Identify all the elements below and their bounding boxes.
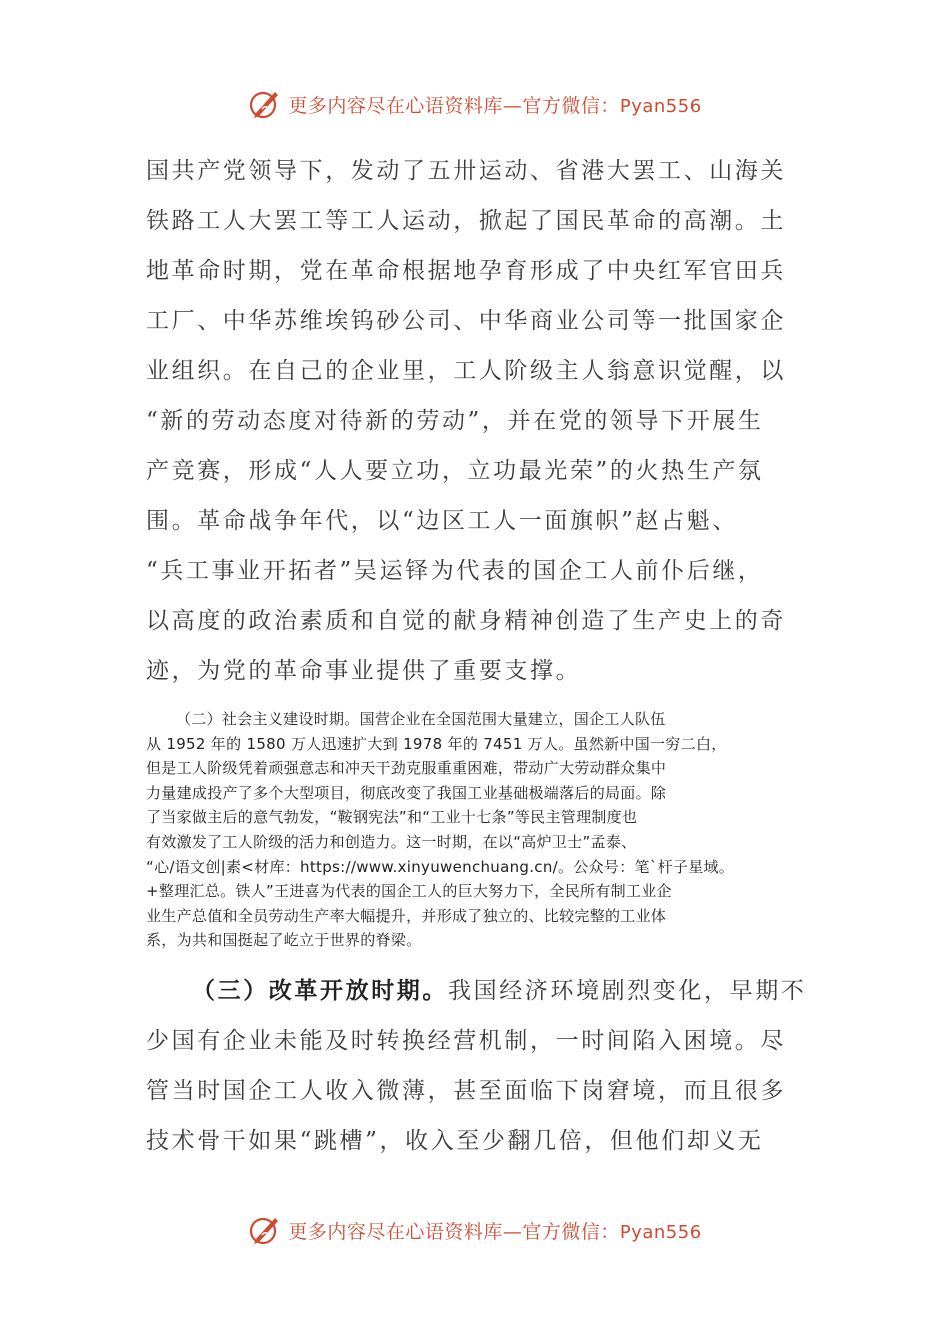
paragraph-reform-period [146,966,806,1166]
text-line: 工厂、中华苏维埃钨砂公司、中华商业公司等一批国家企 [146,308,786,334]
text-line: （三）改革开放时期。我国经济环境剧烈变化，早期不 [192,977,807,1004]
text-line: 技术骨干如果“跳槽”，收入至少翻几倍，但他们却义无 [146,1128,764,1154]
pen-seal-icon [248,87,282,121]
text-line: +整理汇总。铁人”王进喜为代表的国企工人的巨大努力下，全民所有制工业企 [146,882,672,901]
text-line: 业生产总值和全员劳动生产率大幅提升，并形成了独立的、比较完整的工业体 [146,906,667,925]
text-line: 力量建成投产了多个大型项目，彻底改变了我国工业基础极端落后的局面。除 [146,783,667,802]
text-line: 系，为共和国挺起了屹立于世界的脊梁。 [146,931,422,950]
text-line: 了当家做主后的意气勃发，“鞍钢宪法”和“工业十七条”等民主管理制度也 [146,808,638,827]
section-heading: （三）改革开放时期。 [192,977,448,1004]
header-banner-text: 更多内容尽在心语资料库—官方微信：Pyan556 [288,94,702,117]
text-line: （二）社会主义建设时期。国营企业在全国范围大量建立，国企工人队伍 [176,710,666,728]
text-line: “新的劳动态度对待新的劳动”，并在党的领导下开展生 [146,408,764,434]
footer-banner-text: 更多内容尽在心语资料库—官方微信：Pyan556 [288,1220,702,1243]
text-line: 以高度的政治素质和自觉的献身精神创造了生产史上的奇 [146,608,786,634]
text-line: 围。革命战争年代，以“边区工人一面旗帜”赵占魁、 [146,508,738,534]
text-line: 管当时国企工人收入微薄，甚至面临下岗窘境，而且很多 [146,1078,786,1104]
paragraph-revolutionary-period [146,146,806,696]
text-line: 产竞赛，形成“人人要立功，立功最光荣”的火热生产氛 [146,458,764,484]
text-line: “兵工事业开拓者”吴运铎为代表的国企工人前仆后继， [146,558,764,584]
text-line: 有效激发了工人阶级的活力和创造力。这一时期，在以“高炉卫士”孟泰、 [146,832,637,851]
text-line: 从 1952 年的 1580 万人迅速扩大到 1978 年的 7451 万人。虽然新中国一穷二白， [146,734,727,753]
text-line: 少国有企业未能及时转换经营机制，一时间陷入困境。尽 [146,1028,786,1054]
text-line: 迹，为党的革命事业提供了重要支撑。 [146,658,582,684]
text-line: “心/语文创|素<材库：https://www.xinyuwenchuang.cn/。公众号：笔`杆子星域。 [146,857,735,876]
header-banner [0,82,950,126]
text-line: 地革命时期，党在革命根据地孕育形成了中央红军官田兵 [146,258,786,284]
paragraph-socialist-construction [146,707,806,953]
text-line: 但是工人阶级凭着顽强意志和冲天干劲克服重重困难，带动广大劳动群众集中 [146,759,667,778]
text-line: 铁路工人大罢工等工人运动，掀起了国民革命的高潮。土 [146,208,786,234]
pen-seal-icon [248,1213,282,1247]
text-line: 业组织。在自己的企业里，工人阶级主人翁意识觉醒，以 [146,358,786,384]
footer-banner [0,1208,950,1252]
text-line: 国共产党领导下，发动了五卅运动、省港大罢工、山海关 [146,158,786,184]
